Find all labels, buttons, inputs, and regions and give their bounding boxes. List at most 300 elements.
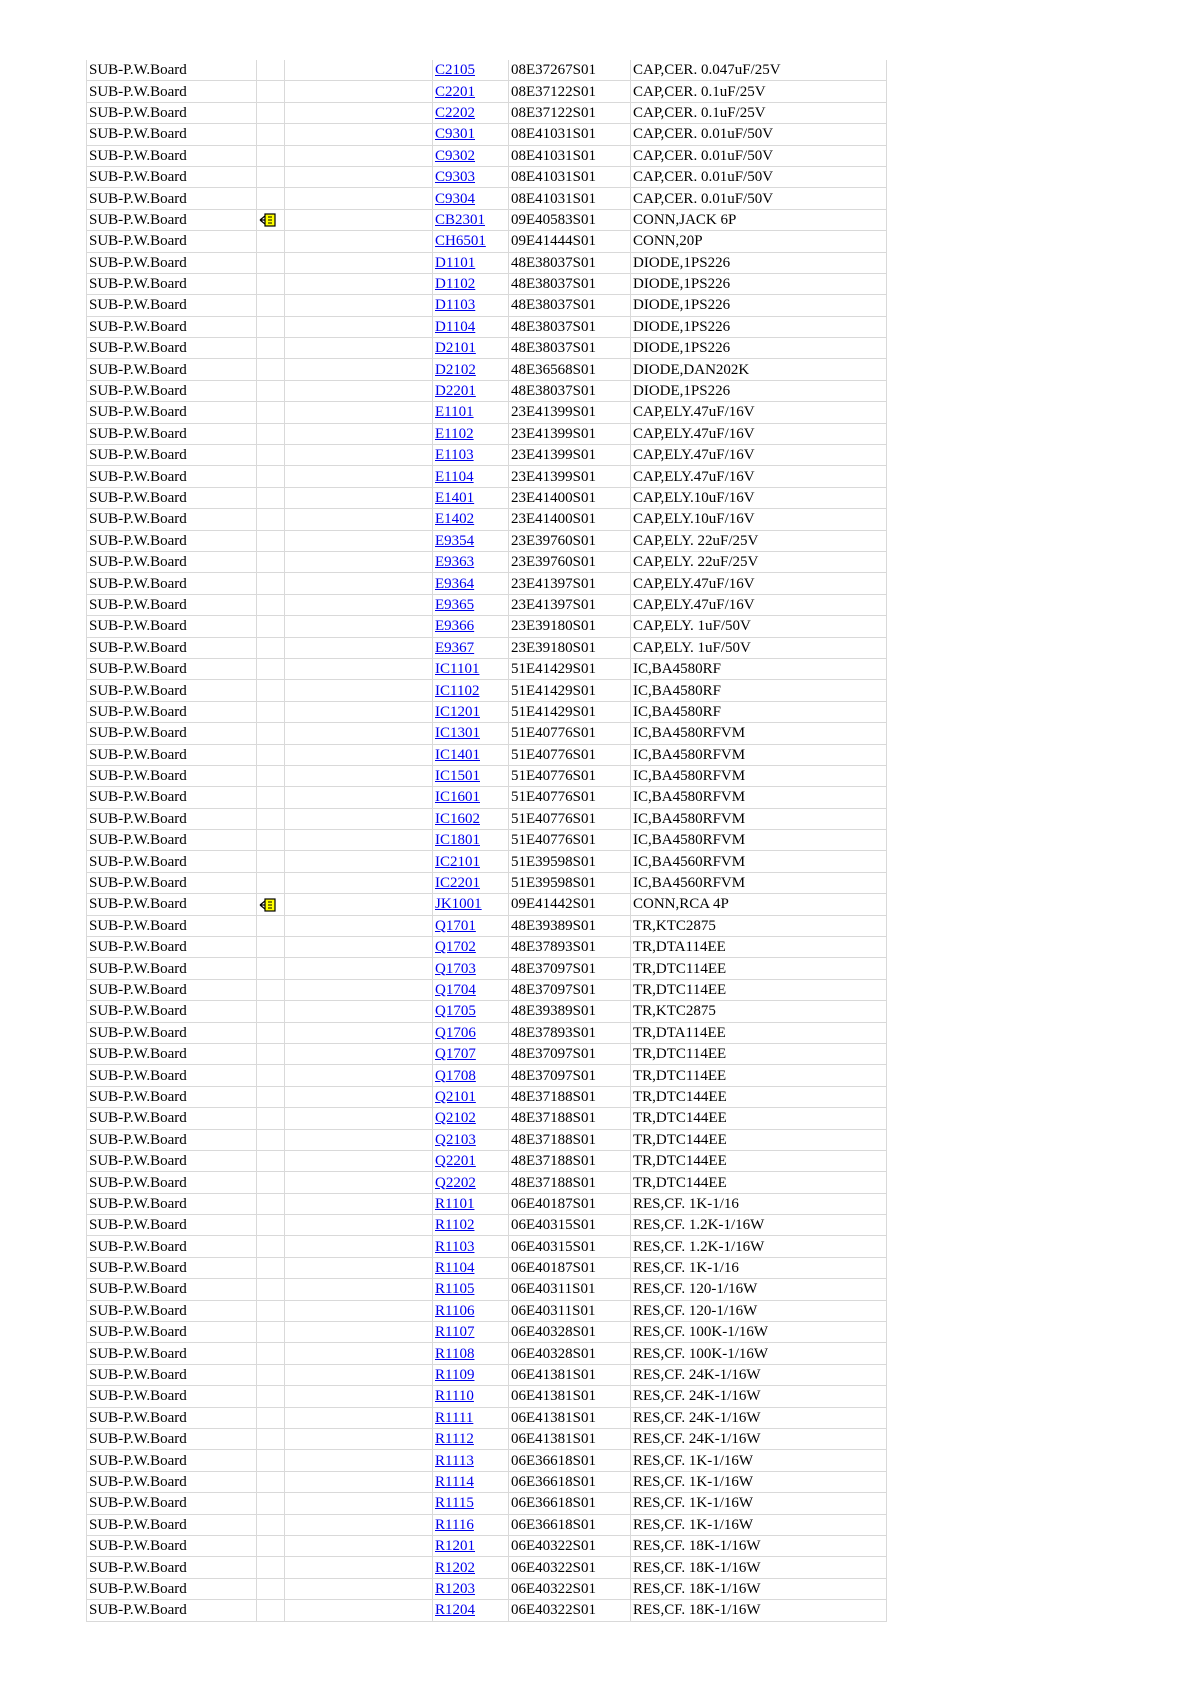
description-cell: RES,CF. 24K-1/16W (631, 1429, 887, 1450)
ref-link[interactable]: E9366 (435, 618, 475, 635)
ref-cell (433, 1043, 509, 1064)
ref-link[interactable]: D2201 (435, 383, 476, 400)
blank-cell (285, 1215, 433, 1236)
ref-link[interactable]: C2201 (435, 83, 476, 100)
ref-cell (433, 273, 509, 294)
table-row (87, 1022, 887, 1043)
board-cell: SUB-P.W.Board (87, 145, 257, 166)
blank-cell (285, 1429, 433, 1450)
board-cell: SUB-P.W.Board (87, 1471, 257, 1492)
table-row (87, 1450, 887, 1471)
part-number-cell: 06E40322S01 (509, 1557, 631, 1578)
ref-link[interactable]: R1109 (435, 1367, 475, 1384)
ref-link[interactable]: R1107 (435, 1324, 475, 1341)
ref-cell (433, 872, 509, 893)
ref-cell (433, 1450, 509, 1471)
ref-link[interactable]: Q1704 (435, 981, 476, 998)
table-row (87, 872, 887, 893)
blank-cell (285, 252, 433, 273)
ref-link[interactable]: IC2201 (435, 875, 480, 892)
ref-link[interactable]: Q2201 (435, 1153, 476, 1170)
table-row (87, 380, 887, 401)
icon-cell (257, 808, 285, 829)
icon-cell (257, 124, 285, 145)
blank-cell (285, 81, 433, 102)
description-cell: CONN,JACK 6P (631, 209, 887, 230)
part-number-cell: 48E37188S01 (509, 1086, 631, 1107)
part-number-cell: 48E37188S01 (509, 1129, 631, 1150)
blank-cell (285, 102, 433, 123)
blank-cell (285, 145, 433, 166)
ref-cell (433, 1557, 509, 1578)
ref-link[interactable]: E1101 (435, 404, 474, 421)
blank-cell (285, 1364, 433, 1385)
blank-cell (285, 808, 433, 829)
board-cell: SUB-P.W.Board (87, 872, 257, 893)
part-number-cell: 48E37893S01 (509, 937, 631, 958)
part-number-cell: 48E38037S01 (509, 316, 631, 337)
part-number-cell: 06E40187S01 (509, 1257, 631, 1278)
ref-link[interactable]: E9354 (435, 532, 475, 549)
board-cell: SUB-P.W.Board (87, 402, 257, 423)
icon-cell (257, 338, 285, 359)
part-number-cell: 23E39760S01 (509, 551, 631, 572)
ref-link[interactable]: CB2301 (435, 211, 486, 228)
ref-link[interactable]: Q1701 (435, 917, 476, 934)
ref-link[interactable]: R1202 (435, 1559, 476, 1576)
ref-link[interactable]: IC1102 (435, 682, 480, 699)
ref-link[interactable]: R1101 (435, 1195, 475, 1212)
blank-cell (285, 1493, 433, 1514)
ref-link[interactable]: C9303 (435, 169, 476, 186)
ref-cell (433, 81, 509, 102)
table-row (87, 1514, 887, 1535)
blank-cell (285, 1236, 433, 1257)
part-number-cell: 48E37097S01 (509, 958, 631, 979)
ref-cell (433, 102, 509, 123)
description-cell: DIODE,1PS226 (631, 252, 887, 273)
table-row (87, 658, 887, 679)
blank-cell (285, 338, 433, 359)
board-cell: SUB-P.W.Board (87, 616, 257, 637)
ref-link[interactable]: Q2101 (435, 1088, 476, 1105)
board-cell: SUB-P.W.Board (87, 1001, 257, 1022)
board-cell: SUB-P.W.Board (87, 316, 257, 337)
ref-link[interactable]: IC1801 (435, 832, 480, 849)
blank-cell (285, 701, 433, 722)
description-cell: CAP,ELY.47uF/16V (631, 402, 887, 423)
board-cell: SUB-P.W.Board (87, 295, 257, 316)
ref-cell (433, 1193, 509, 1214)
ref-link[interactable]: IC1401 (435, 746, 480, 763)
ref-cell (433, 573, 509, 594)
icon-cell (257, 744, 285, 765)
description-cell: CAP,ELY. 1uF/50V (631, 637, 887, 658)
ref-link[interactable]: Q2202 (435, 1174, 476, 1191)
ref-link[interactable]: D1101 (435, 254, 476, 271)
connector-icon[interactable] (259, 898, 277, 912)
blank-cell (285, 487, 433, 508)
ref-link[interactable]: E1103 (435, 447, 474, 464)
table-row (87, 1557, 887, 1578)
description-cell: TR,DTC144EE (631, 1172, 887, 1193)
description-cell: CAP,CER. 0.01uF/50V (631, 145, 887, 166)
part-number-cell: 23E39180S01 (509, 616, 631, 637)
table-row (87, 359, 887, 380)
blank-cell (285, 1300, 433, 1321)
description-cell: RES,CF. 100K-1/16W (631, 1322, 887, 1343)
part-number-cell: 09E41444S01 (509, 231, 631, 252)
part-number-cell: 48E39389S01 (509, 1001, 631, 1022)
table-row (87, 1300, 887, 1321)
part-number-cell: 48E37097S01 (509, 979, 631, 1000)
board-cell: SUB-P.W.Board (87, 765, 257, 786)
table-row (87, 188, 887, 209)
description-cell: CAP,CER. 0.01uF/50V (631, 124, 887, 145)
ref-cell (433, 851, 509, 872)
board-cell: SUB-P.W.Board (87, 1172, 257, 1193)
board-cell: SUB-P.W.Board (87, 423, 257, 444)
icon-cell (257, 723, 285, 744)
icon-cell (257, 1364, 285, 1385)
ref-link[interactable]: C9304 (435, 190, 476, 207)
ref-link[interactable]: R1112 (435, 1431, 474, 1448)
description-cell: DIODE,1PS226 (631, 338, 887, 359)
ref-link[interactable]: R1108 (435, 1345, 475, 1362)
ref-cell (433, 1065, 509, 1086)
blank-cell (285, 466, 433, 487)
board-cell: SUB-P.W.Board (87, 1493, 257, 1514)
ref-cell (433, 1514, 509, 1535)
description-cell: CAP,ELY.47uF/16V (631, 445, 887, 466)
icon-cell (257, 1086, 285, 1107)
ref-link[interactable]: R1102 (435, 1217, 475, 1234)
icon-cell (257, 551, 285, 572)
icon-cell (257, 765, 285, 786)
description-cell: IC,BA4560RFVM (631, 872, 887, 893)
table-row (87, 1471, 887, 1492)
table-row (87, 1257, 887, 1278)
ref-link[interactable]: Q1703 (435, 960, 476, 977)
ref-link[interactable]: IC2101 (435, 853, 480, 870)
icon-cell (257, 81, 285, 102)
ref-cell (433, 124, 509, 145)
board-cell: SUB-P.W.Board (87, 273, 257, 294)
icon-cell (257, 787, 285, 808)
ref-link[interactable]: Q1706 (435, 1024, 476, 1041)
blank-cell (285, 1150, 433, 1171)
ref-link[interactable]: E9367 (435, 639, 475, 656)
board-cell: SUB-P.W.Board (87, 81, 257, 102)
ref-link[interactable]: E1402 (435, 511, 475, 528)
table-row (87, 1578, 887, 1599)
blank-cell (285, 295, 433, 316)
icon-cell (257, 637, 285, 658)
board-cell: SUB-P.W.Board (87, 1215, 257, 1236)
ref-link[interactable]: R1114 (435, 1473, 474, 1490)
part-number-cell: 06E36618S01 (509, 1493, 631, 1514)
blank-cell (285, 445, 433, 466)
table-row (87, 1407, 887, 1428)
ref-link[interactable]: R1104 (435, 1260, 475, 1277)
icon-cell (257, 1279, 285, 1300)
ref-cell (433, 530, 509, 551)
ref-link[interactable]: D1102 (435, 276, 476, 293)
icon-cell (257, 1600, 285, 1621)
description-cell: IC,BA4580RFVM (631, 787, 887, 808)
connector-icon[interactable] (259, 213, 277, 227)
blank-cell (285, 1279, 433, 1300)
description-cell: DIODE,1PS226 (631, 316, 887, 337)
ref-link[interactable]: E1401 (435, 490, 475, 506)
part-number-cell: 51E40776S01 (509, 808, 631, 829)
icon-cell (257, 1001, 285, 1022)
ref-link[interactable]: Q1705 (435, 1003, 476, 1020)
board-cell: SUB-P.W.Board (87, 1578, 257, 1599)
table-row (87, 1129, 887, 1150)
icon-cell (257, 937, 285, 958)
ref-link[interactable]: R1105 (435, 1281, 475, 1298)
blank-cell (285, 594, 433, 615)
board-cell: SUB-P.W.Board (87, 1022, 257, 1043)
ref-cell (433, 744, 509, 765)
ref-link[interactable]: D2102 (435, 361, 476, 378)
part-number-cell: 23E41397S01 (509, 573, 631, 594)
ref-link[interactable]: R1116 (435, 1516, 474, 1533)
icon-cell (257, 701, 285, 722)
table-row (87, 1150, 887, 1171)
blank-cell (285, 124, 433, 145)
blank-cell (285, 573, 433, 594)
description-cell: DIODE,1PS226 (631, 273, 887, 294)
blank-cell (285, 209, 433, 230)
ref-cell (433, 359, 509, 380)
ref-link[interactable]: CH6501 (435, 233, 486, 250)
part-number-cell: 23E41399S01 (509, 466, 631, 487)
table-row (87, 1108, 887, 1129)
ref-cell (433, 1279, 509, 1300)
icon-cell (257, 423, 285, 444)
ref-link[interactable]: IC1101 (435, 661, 480, 678)
part-number-cell: 23E41400S01 (509, 487, 631, 508)
description-cell: RES,CF. 24K-1/16W (631, 1364, 887, 1385)
icon-cell (257, 1193, 285, 1214)
ref-link[interactable]: E1104 (435, 468, 474, 485)
ref-cell (433, 1493, 509, 1514)
ref-link[interactable]: IC1501 (435, 768, 480, 785)
description-cell: DIODE,DAN202K (631, 359, 887, 380)
ref-link[interactable]: C2202 (435, 104, 476, 121)
description-cell: RES,CF. 18K-1/16W (631, 1557, 887, 1578)
ref-link[interactable]: R1203 (435, 1580, 476, 1597)
ref-cell (433, 295, 509, 316)
description-cell: CONN,20P (631, 231, 887, 252)
ref-link[interactable]: C9302 (435, 147, 476, 164)
icon-cell (257, 979, 285, 1000)
ref-link[interactable]: R1204 (435, 1602, 476, 1619)
description-cell: TR,KTC2875 (631, 1001, 887, 1022)
table-row (87, 894, 887, 915)
blank-cell (285, 680, 433, 701)
ref-link[interactable]: IC1201 (435, 703, 480, 720)
part-number-cell: 08E41031S01 (509, 166, 631, 187)
blank-cell (285, 1043, 433, 1064)
board-cell: SUB-P.W.Board (87, 231, 257, 252)
board-cell: SUB-P.W.Board (87, 1600, 257, 1621)
table-row (87, 273, 887, 294)
part-number-cell: 23E39180S01 (509, 637, 631, 658)
part-number-cell: 06E41381S01 (509, 1429, 631, 1450)
board-cell: SUB-P.W.Board (87, 573, 257, 594)
ref-cell (433, 209, 509, 230)
blank-cell (285, 316, 433, 337)
ref-cell (433, 1001, 509, 1022)
table-row (87, 830, 887, 851)
description-cell: RES,CF. 100K-1/16W (631, 1343, 887, 1364)
table-row (87, 1535, 887, 1556)
ref-cell (433, 551, 509, 572)
part-number-cell: 51E39598S01 (509, 872, 631, 893)
icon-cell (257, 1300, 285, 1321)
ref-link[interactable]: Q1708 (435, 1067, 476, 1084)
ref-link[interactable]: Q1702 (435, 939, 476, 956)
ref-cell (433, 1172, 509, 1193)
ref-cell (433, 1471, 509, 1492)
table-row (87, 979, 887, 1000)
parts-table-body (87, 60, 887, 1621)
description-cell: DIODE,1PS226 (631, 295, 887, 316)
ref-link[interactable]: E9365 (435, 596, 475, 613)
part-number-cell: 06E40187S01 (509, 1193, 631, 1214)
table-row (87, 1172, 887, 1193)
icon-cell (257, 958, 285, 979)
table-row (87, 701, 887, 722)
icon-cell (257, 1386, 285, 1407)
icon-cell (257, 1471, 285, 1492)
table-row (87, 1043, 887, 1064)
ref-link[interactable]: R1103 (435, 1238, 475, 1255)
ref-link[interactable]: Q2103 (435, 1131, 476, 1148)
description-cell: IC,BA4580RFVM (631, 765, 887, 786)
ref-cell (433, 1600, 509, 1621)
table-row (87, 252, 887, 273)
icon-cell (257, 680, 285, 701)
blank-cell (285, 616, 433, 637)
board-cell: SUB-P.W.Board (87, 1343, 257, 1364)
board-cell: SUB-P.W.Board (87, 188, 257, 209)
ref-link[interactable]: E9364 (435, 575, 475, 592)
board-cell: SUB-P.W.Board (87, 1236, 257, 1257)
board-cell: SUB-P.W.Board (87, 851, 257, 872)
ref-cell (433, 316, 509, 337)
ref-link[interactable]: R1111 (435, 1409, 474, 1426)
part-number-cell: 51E39598S01 (509, 851, 631, 872)
description-cell: CONN,RCA 4P (631, 894, 887, 915)
blank-cell (285, 1322, 433, 1343)
icon-cell (257, 60, 285, 81)
board-cell: SUB-P.W.Board (87, 209, 257, 230)
table-row (87, 316, 887, 337)
description-cell: TR,DTA114EE (631, 1022, 887, 1043)
description-cell: RES,CF. 1K-1/16W (631, 1450, 887, 1471)
ref-link[interactable]: JK1001 (435, 896, 482, 913)
ref-link[interactable]: R1113 (435, 1452, 474, 1469)
ref-link[interactable]: R1201 (435, 1538, 476, 1555)
table-row (87, 124, 887, 145)
icon-cell (257, 273, 285, 294)
part-number-cell: 48E36568S01 (509, 359, 631, 380)
board-cell: SUB-P.W.Board (87, 466, 257, 487)
blank-cell (285, 1600, 433, 1621)
ref-link[interactable]: IC1301 (435, 725, 480, 742)
ref-cell (433, 1257, 509, 1278)
icon-cell (257, 1022, 285, 1043)
board-cell: SUB-P.W.Board (87, 1557, 257, 1578)
board-cell: SUB-P.W.Board (87, 937, 257, 958)
description-cell: RES,CF. 1.2K-1/16W (631, 1215, 887, 1236)
description-cell: IC,BA4580RFVM (631, 744, 887, 765)
part-number-cell: 06E40322S01 (509, 1578, 631, 1599)
description-cell: RES,CF. 1K-1/16 (631, 1193, 887, 1214)
ref-link[interactable]: R1115 (435, 1495, 474, 1512)
ref-link[interactable]: Q1707 (435, 1046, 476, 1063)
ref-link[interactable]: D2101 (435, 340, 476, 357)
board-cell: SUB-P.W.Board (87, 359, 257, 380)
table-row (87, 166, 887, 187)
table-row (87, 744, 887, 765)
description-cell: CAP,CER. 0.01uF/50V (631, 166, 887, 187)
part-number-cell: 48E38037S01 (509, 338, 631, 359)
board-cell: SUB-P.W.Board (87, 979, 257, 1000)
ref-link[interactable]: Q2102 (435, 1110, 476, 1127)
part-number-cell: 08E41031S01 (509, 124, 631, 145)
ref-cell (433, 1215, 509, 1236)
board-cell: SUB-P.W.Board (87, 830, 257, 851)
blank-cell (285, 1001, 433, 1022)
ref-cell (433, 701, 509, 722)
description-cell: CAP,ELY.47uF/16V (631, 573, 887, 594)
ref-link[interactable]: C2105 (435, 62, 476, 79)
blank-cell (285, 851, 433, 872)
icon-cell (257, 594, 285, 615)
ref-link[interactable]: R1110 (435, 1388, 474, 1405)
description-cell: TR,DTC114EE (631, 979, 887, 1000)
blank-cell (285, 979, 433, 1000)
icon-cell (257, 1322, 285, 1343)
ref-link[interactable]: IC1602 (435, 810, 480, 827)
ref-link[interactable]: E1102 (435, 425, 474, 442)
ref-cell (433, 658, 509, 679)
board-cell: SUB-P.W.Board (87, 1386, 257, 1407)
table-row (87, 1364, 887, 1385)
icon-cell (257, 188, 285, 209)
icon-cell (257, 573, 285, 594)
ref-link[interactable]: E9363 (435, 554, 475, 571)
ref-link[interactable]: IC1601 (435, 789, 480, 806)
description-cell: IC,BA4580RF (631, 680, 887, 701)
table-row (87, 1493, 887, 1514)
board-cell: SUB-P.W.Board (87, 1193, 257, 1214)
ref-link[interactable]: C9301 (435, 126, 476, 143)
ref-link[interactable]: D1104 (435, 318, 476, 335)
ref-cell (433, 1086, 509, 1107)
icon-cell (257, 1343, 285, 1364)
ref-link[interactable]: R1106 (435, 1302, 475, 1319)
board-cell: SUB-P.W.Board (87, 1514, 257, 1535)
ref-cell (433, 1300, 509, 1321)
description-cell: RES,CF. 1K-1/16W (631, 1493, 887, 1514)
ref-link[interactable]: D1103 (435, 297, 476, 314)
